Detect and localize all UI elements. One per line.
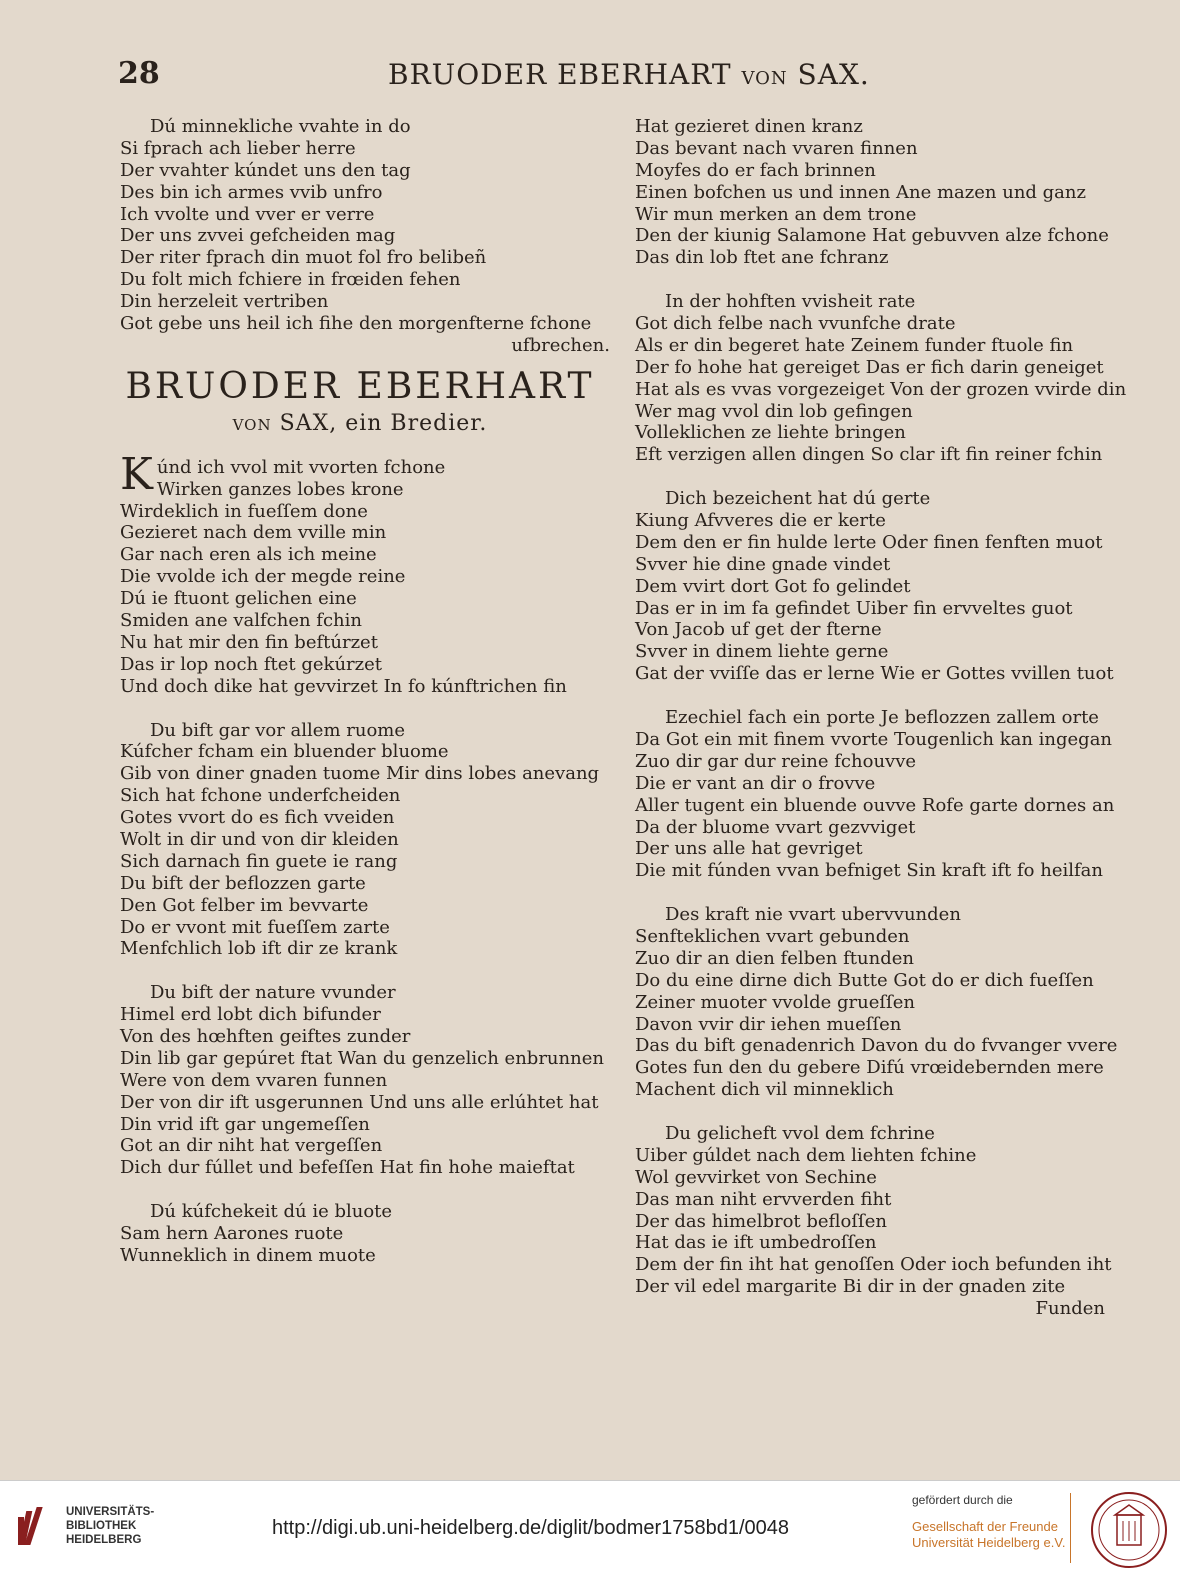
verse-line: Gat der vviſſe das er lerne Wie er Gottes vvillen tuot [635, 663, 1114, 685]
verse-line: Da Got ein mit finem vvorte Tougenlich kan ingegan [635, 728, 1113, 750]
verse-line: Die mit fúnden vvan befniget Sin kraft ift fo heilfan [635, 860, 1103, 882]
verse-line: Das din lob ftet ane fchranz [635, 247, 889, 269]
verse-line: Du bift der beflozzen garte [120, 872, 366, 894]
verse-line: Davon vvir dir iehen mueſſen [635, 1013, 902, 1035]
page-number: 28 [118, 56, 160, 91]
verse-line: Wolt in dir und von dir kleiden [120, 828, 399, 850]
verse-line: Got dich felbe nach vvunfche drate [635, 313, 956, 335]
right-stanza-1 [635, 116, 1125, 269]
verse-line: Du gelicheft vvol dem fchrine [665, 1122, 935, 1144]
verse-line: Wunneklich in dinem muote [120, 1244, 376, 1266]
right-stanza-4 [635, 707, 1125, 882]
verse-line: Der uns zvvei gefcheiden mag [120, 225, 396, 247]
verse-line: Si fprach ach lieber herre [120, 137, 356, 159]
verse-line: Der fo hohe hat gereiget Das er fich darin geneiget [635, 356, 1104, 378]
drop-cap: K [120, 448, 153, 500]
verse-line: Wir mun merken an dem trone [635, 203, 917, 225]
poem-title-main: BRUODER EBERHART [125, 365, 595, 407]
verse-line: Den Got felber im bevvarte [120, 894, 369, 916]
verse-line: Eft verzigen allen dingen So clar ift fin reiner fchin [635, 444, 1103, 466]
verse-line: Svver hie dine gnade vindet [635, 553, 891, 575]
running-title: BRUODER EBERHART VON SAX. [388, 58, 870, 91]
verse-line: Din lib gar gepúret ftat Wan du genzelich enbrunnen [120, 1047, 604, 1069]
verse-line: Machent dich vil minneklich [635, 1079, 894, 1101]
verse-line: Got gebe uns heil ich fihe den morgenfterne fchone [120, 313, 592, 335]
verse-line: Von Jacob uf get der fterne [635, 619, 882, 641]
verse-line: Das man niht ervverden fiht [635, 1188, 892, 1210]
verse-line: Aller tugent ein bluende ouvve Rofe garte dornes an [635, 794, 1115, 816]
verse-line: Do du eine dirne dich Butte Got do er dich fueſſen [635, 969, 1094, 991]
verse-line: Des bin ich armes vvib unfro [120, 181, 383, 203]
right-column [635, 116, 1125, 1320]
verse-line: Gotes vvort do es fich vveiden [120, 807, 395, 829]
verse-line: Den der kiunig Salamone Hat gebuvven alze fchone [635, 225, 1109, 247]
verse-line: Svver in dinem liehte gerne [635, 641, 889, 663]
verse-line: Uiber gúldet nach dem liehten fchine [635, 1144, 977, 1166]
verse-line: Sich darnach fin guete ie rang [120, 850, 398, 872]
verse-line: Senfteklichen vvart gebunden [635, 925, 910, 947]
poem-title [120, 365, 600, 439]
verse-line: In der hohften vvisheit rate [665, 291, 916, 313]
verse-line: Das ir lop noch ftet gekúrzet [120, 653, 383, 675]
verse-line: Sam hern Aarones ruote [120, 1222, 344, 1244]
verse-line: Ich vvolte und vver er verre [120, 203, 375, 225]
verse-line: Ezechiel fach ein porte Je beflozzen zallem orte [665, 707, 1099, 729]
verse-line: Himel erd lobt dich bifunder [120, 1004, 381, 1026]
verse-line: Do er vvont mit fueſſem zarte [120, 916, 390, 938]
verse-line: Du bift der nature vvunder [150, 982, 396, 1004]
verse-line: Das bevant nach vvaren finnen [635, 137, 918, 159]
verse-line: Hat das ie ift umbedroſſen [635, 1232, 877, 1254]
verse-line: Der vvahter kúndet uns den tag [120, 159, 411, 181]
verse-line: Sich hat fchone underfcheiden [120, 785, 401, 807]
running-header [0, 56, 1180, 96]
verse-line: Die er vant an dir o frovve [635, 772, 876, 794]
verse-line: Zuo dir an dien felben ftunden [635, 947, 914, 969]
verse-line: Das er in im fa gefindet Uiber fin ervveltes guot [635, 597, 1073, 619]
right-stanza-3 [635, 488, 1125, 685]
verse-line: Wer mag vvol din lob gefingen [635, 400, 913, 422]
verse-line: Wol gevvirket von Sechine [635, 1166, 877, 1188]
verse-line: Der riter fprach din muot fol fro belibeñ [120, 247, 487, 269]
verse-line: Kúfcher fcham ein bluender bluome [120, 741, 449, 763]
verse-line: Dú minnekliche vvahte in do [150, 116, 411, 137]
verse-line: únd ich vvol mit vvorten fchone [156, 456, 446, 478]
verse-line: Gib von diner gnaden tuome Mir dins lobes anevang [120, 763, 600, 785]
left-stanza-4 [120, 982, 630, 1179]
verse-line: Got an dir niht hat vergeſſen [120, 1135, 383, 1157]
verse-line: Volleklichen ze liehte bringen [635, 422, 906, 444]
catchword: Funden [1035, 1298, 1105, 1320]
verse-line: Die vvolde ich der megde reine [120, 566, 406, 588]
verse-line: Du folt mich fchiere in frœiden fehen [120, 269, 461, 291]
permalink-url[interactable]: http://digi.ub.uni-heidelberg.de/diglit/bodmer1758bd1/0048 [272, 1517, 790, 1539]
university-seal-icon [1090, 1491, 1168, 1569]
verse-line: Nu hat mir den fin beftúrzet [120, 631, 378, 653]
verse-line: Der uns alle hat gevriget [635, 838, 863, 860]
left-stanza-5 [120, 1201, 630, 1267]
library-logo-icon[interactable] [16, 1503, 54, 1551]
verse-line: Einen bofchen us und innen Ane mazen und ganz [635, 181, 1086, 203]
verse-line: Hat als es vvas vorgezeiget Von der grozen vvirde din [635, 378, 1127, 400]
verse-line: Zuo dir gar dur reine fchouvve [635, 750, 917, 772]
verse-line: Wirken ganzes lobes krone [156, 478, 404, 500]
verse-line: ufbrechen. [511, 334, 610, 356]
verse-line: Moyfes do er fach brinnen [635, 159, 876, 181]
verse-line: Gar nach eren als ich meine [120, 544, 377, 566]
verse-line: Des kraft nie vvart ubervvunden [665, 904, 961, 926]
verse-line: Der das himelbrot befloſſen [635, 1210, 887, 1232]
verse-line: Kiung Afvveres die er kerte [635, 510, 886, 532]
right-stanza-5 [635, 904, 1125, 1101]
verse-line: Dú ie ftuont gelichen eine [120, 588, 357, 610]
verse-line: Gezieret nach dem vville min [120, 522, 387, 544]
verse-line: Din vrid ift gar ungemeſſen [120, 1113, 370, 1135]
verse-line: Dich bezeichent hat dú gerte [665, 488, 931, 510]
right-stanza-6 [635, 1123, 1125, 1320]
left-stanza-1 [120, 116, 630, 357]
verse-line: Dem der fin iht hat genoſſen Oder ioch befunden iht [635, 1254, 1112, 1276]
verse-line: Zeiner muoter vvolde grueſſen [635, 991, 915, 1013]
verse-line: Menfchlich lob ift dir ze krank [120, 938, 398, 960]
sponsor-divider [1070, 1493, 1071, 1563]
verse-line: Were von dem vvaren funnen [120, 1069, 388, 1091]
verse-line: Und doch dike hat gevvirzet In fo kúnftrichen fin [120, 675, 567, 697]
left-stanza-3 [120, 720, 630, 961]
verse-line: Gotes fun den du gebere Difú vrœidebernden mere [635, 1057, 1104, 1079]
verse-line: Dich dur fúllet und befeſſen Hat fin hohe maieftat [120, 1157, 575, 1179]
left-stanza-2 [120, 448, 630, 698]
viewer-footer [0, 1480, 1180, 1576]
verse-line: Smiden ane valfchen fchin [120, 610, 362, 632]
sponsor-label: gefördert durch die [912, 1493, 1013, 1507]
verse-line: Das du bift genadenrich Davon du do fvvanger vvere [635, 1035, 1118, 1057]
verse-line: Von des hœhften geiftes zunder [120, 1025, 411, 1047]
right-stanza-2 [635, 291, 1125, 466]
left-column [120, 116, 630, 1267]
verse-line: Da der bluome vvart gezvviget [635, 816, 916, 838]
verse-line: Als er din begeret hate Zeinem funder ftuole fin [635, 334, 1074, 356]
verse-line: Der vil edel margarite Bi dir in der gnaden zite [635, 1276, 1066, 1298]
verse-line: Hat gezieret dinen kranz [635, 116, 863, 137]
verse-line: Wirdeklich in fueſſem done [120, 500, 368, 522]
verse-line: Dem vvirt dort Got fo gelindet [635, 575, 911, 597]
poem-subtitle: VON SAX, ein Bredier. [232, 410, 488, 436]
verse-line: Din herzeleit vertriben [120, 291, 329, 313]
verse-line: Dem den er fin hulde lerte Oder finen fenften muot [635, 531, 1103, 553]
sponsor-name[interactable]: Gesellschaft der Freunde Universität Heidelberg e.V. [912, 1519, 1066, 1550]
verse-line: Dú kúfchekeit dú ie bluote [150, 1201, 393, 1223]
verse-line: Du bift gar vor allem ruome [150, 719, 405, 741]
verse-line: Der von dir ift usgerunnen Und uns alle erlúhtet hat [120, 1091, 599, 1113]
library-name[interactable]: UNIVERSITÄTS- BIBLIOTHEK HEIDELBERG [66, 1506, 155, 1546]
